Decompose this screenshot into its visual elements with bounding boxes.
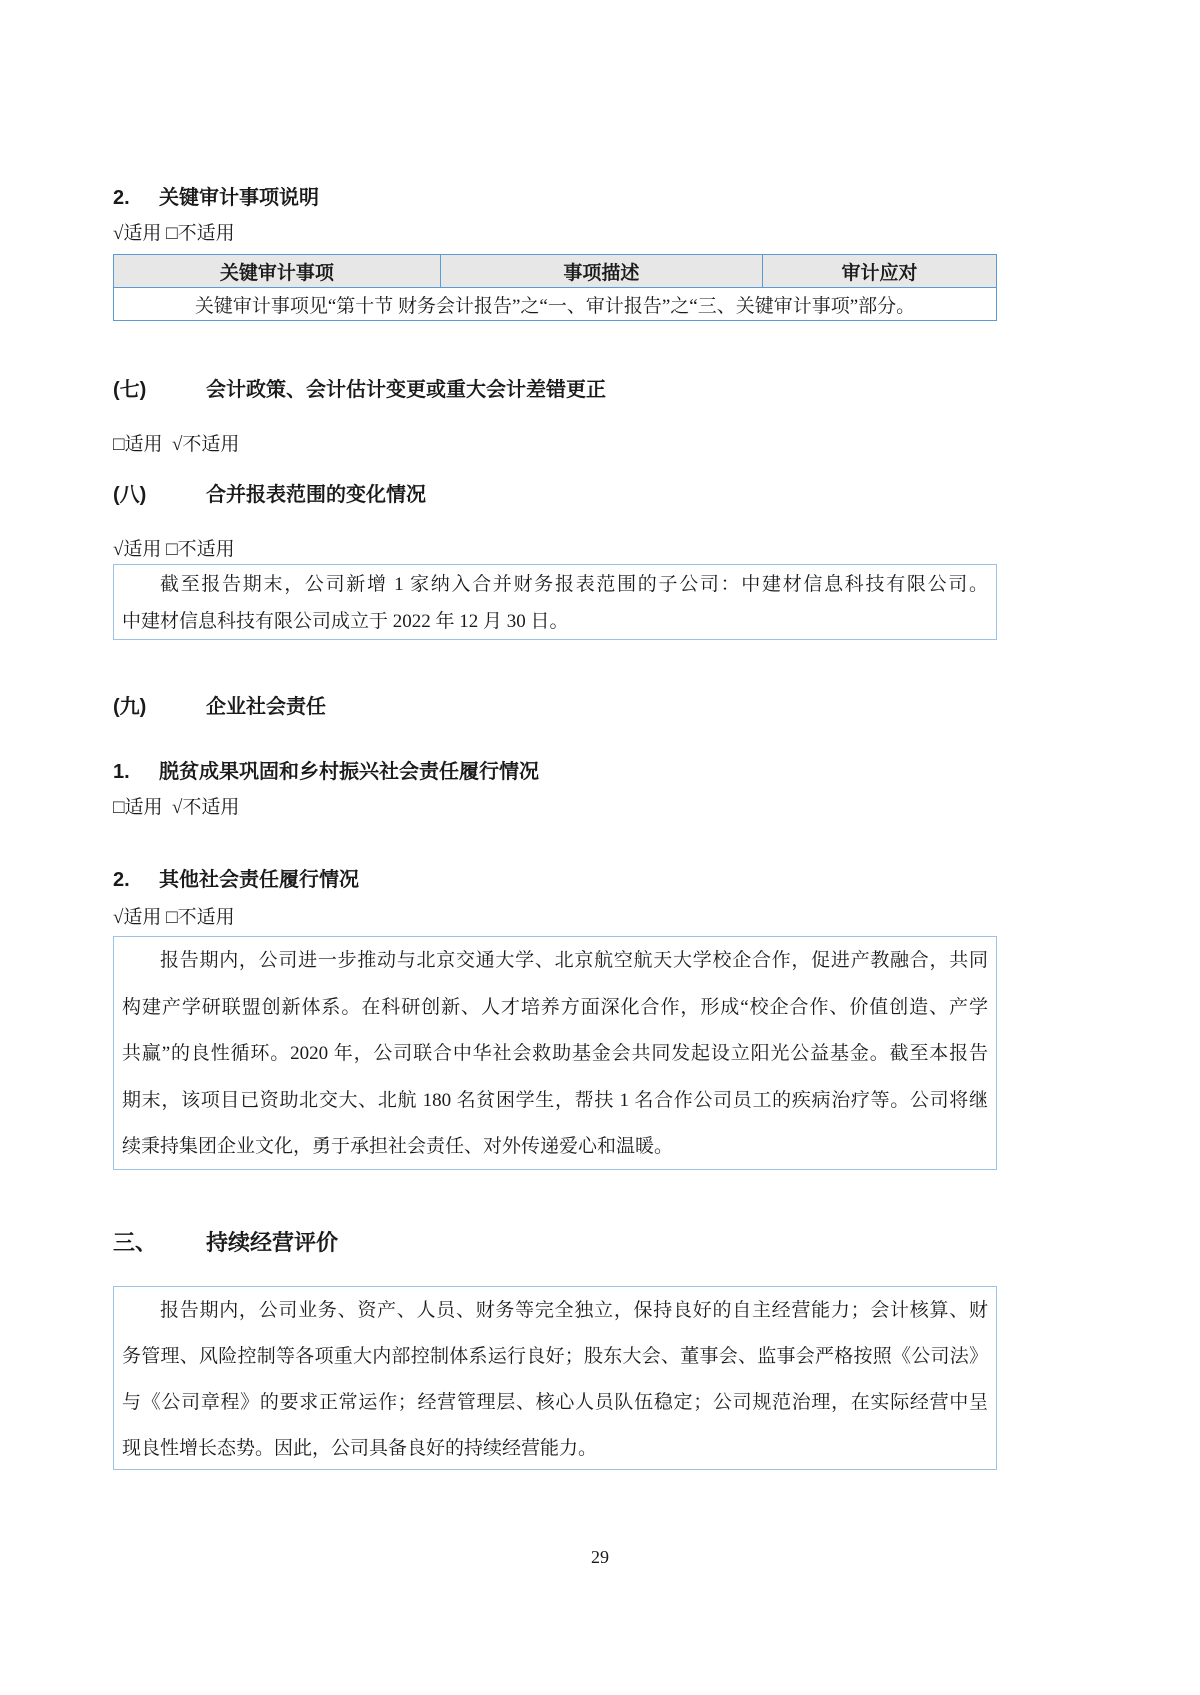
section-title: 脱贫成果巩固和乡村振兴社会责任履行情况 xyxy=(159,761,539,783)
csr-box xyxy=(113,936,997,1170)
going-concern-line: 现良性增长态势。因此，公司具备良好的持续经营能力。 xyxy=(122,1438,598,1459)
section-title: 会计政策、会计估计变更或重大会计差错更正 xyxy=(206,379,606,401)
going-concern-line: 报告期内，公司业务、资产、人员、财务等完全独立，保持良好的自主经营能力；会计核算、财 xyxy=(160,1300,988,1321)
section-heading-9-1 xyxy=(113,760,997,784)
table-header-row xyxy=(114,255,997,288)
key-audit-matters-table xyxy=(113,254,997,321)
section-heading-9 xyxy=(113,695,997,719)
going-concern-box xyxy=(113,1286,997,1470)
scope-change-line: 中建材信息科技有限公司成立于 2022 年 12 月 30 日。 xyxy=(122,611,569,632)
section-heading-key-audit xyxy=(113,186,997,210)
page-number: 29 xyxy=(591,1547,609,1567)
section-heading-8 xyxy=(113,483,997,507)
section-number: (七) xyxy=(113,379,147,401)
table-cell-reference: 关键审计事项见“第十节 财务会计报告”之“一、审计报告”之“三、关键审计事项”部分。 xyxy=(114,288,997,321)
section-number: (九) xyxy=(113,696,147,718)
applicability-key-audit: √适用 □不适用 xyxy=(113,223,235,244)
scope-change-box xyxy=(113,564,997,640)
csr-line: 构建产学研联盟创新体系。在科研创新、人才培养方面深化合作，形成“校企合作、价值创造、产学 xyxy=(122,996,988,1018)
section-heading-9-2 xyxy=(113,868,997,892)
section-number: (八) xyxy=(113,484,147,506)
section-title: 合并报表范围的变化情况 xyxy=(206,484,426,506)
section-number: 2. xyxy=(113,869,130,891)
section-title: 其他社会责任履行情况 xyxy=(159,869,359,891)
applicability-sec8: √适用 □不适用 xyxy=(113,539,235,560)
table-header-matter-description: 事项描述 xyxy=(440,255,762,288)
table-row xyxy=(114,288,997,321)
scope-change-line: 截至报告期末，公司新增 1 家纳入合并财务报表范围的子公司：中建材信息科技有限公司。 xyxy=(160,574,988,595)
section-heading-7 xyxy=(113,378,997,402)
section-heading-going-concern xyxy=(113,1230,997,1256)
applicability-sec9-2: √适用 □不适用 xyxy=(113,907,235,928)
csr-line: 报告期内，公司进一步推动与北京交通大学、北京航空航天大学校企合作，促进产教融合，共同 xyxy=(160,950,988,971)
section-title: 持续经营评价 xyxy=(206,1230,339,1255)
table-header-audit-response: 审计应对 xyxy=(762,255,996,288)
csr-line: 共赢”的良性循环。2020 年，公司联合中华社会救助基金会共同发起设立阳光公益基金。截至本报告 xyxy=(122,1043,988,1065)
csr-line: 期末，该项目已资助北交大、北航 180 名贫困学生，帮扶 1 名合作公司员工的疾病治疗等。公司将继 xyxy=(122,1089,988,1111)
going-concern-line: 务管理、风险控制等各项重大内部控制体系运行良好；股东大会、董事会、监事会严格按照《公司法》 xyxy=(122,1346,988,1367)
section-number: 1. xyxy=(113,761,130,783)
going-concern-line: 与《公司章程》的要求正常运作；经营管理层、核心人员队伍稳定；公司规范治理，在实际经营中呈 xyxy=(122,1392,988,1413)
section-number: 三、 xyxy=(113,1230,158,1255)
section-title: 关键审计事项说明 xyxy=(159,187,319,209)
table-header-key-audit-matter: 关键审计事项 xyxy=(114,255,441,288)
section-number: 2. xyxy=(113,187,130,209)
applicability-sec9-1: □适用 √不适用 xyxy=(113,797,240,818)
applicability-sec7: □适用 √不适用 xyxy=(113,434,240,455)
section-title: 企业社会责任 xyxy=(206,696,326,718)
csr-line: 续秉持集团企业文化，勇于承担社会责任、对外传递爱心和温暖。 xyxy=(122,1136,674,1158)
